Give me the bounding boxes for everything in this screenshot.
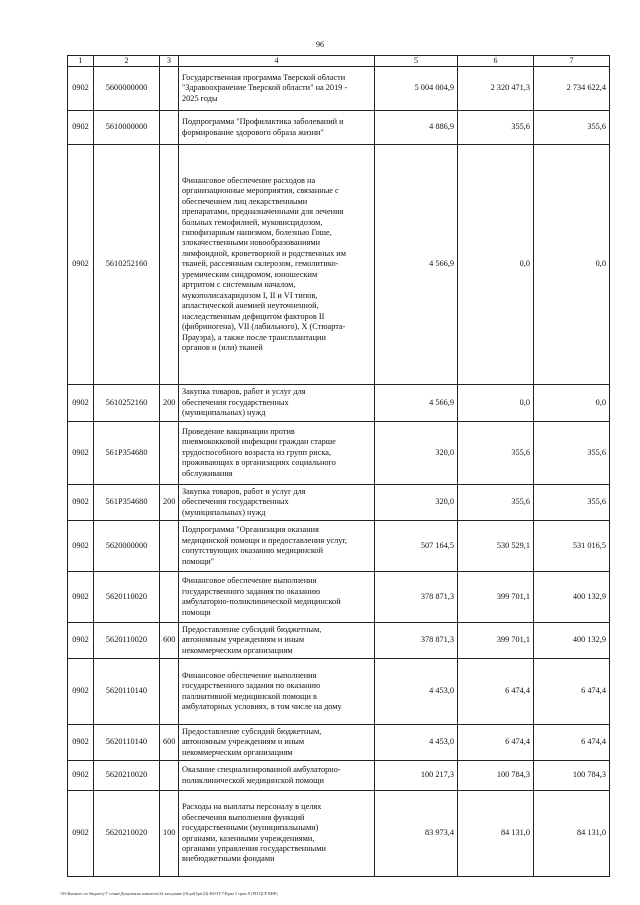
section-code-cell: 0902 <box>68 422 94 485</box>
amount-col5-cell: 83 973,4 <box>375 791 458 877</box>
description-cell: Финансовое обеспечение выполнения государственного задания по оказанию паллиативной медицинской помощи в амбулаторных условиях, в том числе на дому <box>179 659 375 725</box>
expense-type-cell <box>160 145 179 385</box>
amount-col6-cell: 0,0 <box>458 145 534 385</box>
table-row <box>68 422 610 485</box>
amount-col6-cell: 6 474,4 <box>458 659 534 725</box>
amount-col6-cell: 100 784,3 <box>458 761 534 791</box>
target-article-cell: 5620210020 <box>94 761 160 791</box>
expense-type-cell <box>160 521 179 572</box>
amount-col7-cell: 0,0 <box>534 145 610 385</box>
target-article-cell: 5610252160 <box>94 145 160 385</box>
expense-type-cell: 200 <box>160 385 179 422</box>
amount-col5-cell: 4 566,9 <box>375 385 458 422</box>
target-article-cell: 5600000000 <box>94 67 160 111</box>
section-code-cell: 0902 <box>68 725 94 761</box>
budget-table <box>67 55 610 877</box>
amount-col6-cell: 355,6 <box>458 422 534 485</box>
target-article-cell: 5610000000 <box>94 111 160 145</box>
description-cell: Подпрограмма "Организация оказания медицинской помощи и предоставления услуг, сопутствующих оказанию медицинской помощи" <box>179 521 375 572</box>
amount-col5-cell: 100 217,3 <box>375 761 458 791</box>
table-row <box>68 111 610 145</box>
amount-col5-cell: 4 453,0 <box>375 659 458 725</box>
footer-file-path: \\Fs\Комитет по бюджету\7 созыв\Документы комитета\24 заседание (04.pdf)\pr(24) 460-П-7\Прил 5 прил 8 (РП ЦСР ВВР) <box>60 891 278 896</box>
target-article-cell: 5620110020 <box>94 572 160 623</box>
amount-col6-cell: 355,6 <box>458 111 534 145</box>
description-cell: Предоставление субсидий бюджетным, автономным учреждениям и иным некоммерческим организациям <box>179 725 375 761</box>
amount-col7-cell: 355,6 <box>534 111 610 145</box>
target-article-cell: 5620210020 <box>94 791 160 877</box>
description-cell: Подпрограмма "Профилактика заболеваний и формирование здорового образа жизни" <box>179 111 375 145</box>
amount-col5-cell: 507 164,5 <box>375 521 458 572</box>
description-cell: Государственная программа Тверской области "Здравоохранение Тверской области" на 2019 - 2025 годы <box>179 67 375 111</box>
page-number: 96 <box>316 40 324 49</box>
expense-type-cell <box>160 422 179 485</box>
expense-type-cell: 200 <box>160 485 179 521</box>
expense-type-cell: 600 <box>160 623 179 659</box>
header-cell: 6 <box>458 56 534 67</box>
amount-col6-cell: 399 701,1 <box>458 623 534 659</box>
description-cell: Закупка товаров, работ и услуг для обеспечения государственных (муниципальных) нужд <box>179 385 375 422</box>
amount-col7-cell: 100 784,3 <box>534 761 610 791</box>
header-cell: 7 <box>534 56 610 67</box>
amount-col6-cell: 0,0 <box>458 385 534 422</box>
amount-col5-cell: 320,0 <box>375 485 458 521</box>
table-row <box>68 485 610 521</box>
target-article-cell: 561P354680 <box>94 422 160 485</box>
section-code-cell: 0902 <box>68 761 94 791</box>
header-cell: 2 <box>94 56 160 67</box>
expense-type-cell <box>160 761 179 791</box>
target-article-cell: 561P354680 <box>94 485 160 521</box>
table-row <box>68 791 610 877</box>
section-code-cell: 0902 <box>68 485 94 521</box>
table-row <box>68 145 610 385</box>
expense-type-cell: 100 <box>160 791 179 877</box>
header-cell: 4 <box>179 56 375 67</box>
amount-col7-cell: 84 131,0 <box>534 791 610 877</box>
table-row <box>68 761 610 791</box>
description-cell: Финансовое обеспечение выполнения государственного задания по оказанию амбулаторно-поликлинической медицинской помощи <box>179 572 375 623</box>
table-row <box>68 385 610 422</box>
amount-col7-cell: 531 016,5 <box>534 521 610 572</box>
header-cell: 3 <box>160 56 179 67</box>
amount-col6-cell: 2 320 471,3 <box>458 67 534 111</box>
amount-col6-cell: 530 529,1 <box>458 521 534 572</box>
table-row <box>68 67 610 111</box>
amount-col7-cell: 6 474,4 <box>534 725 610 761</box>
table-row <box>68 725 610 761</box>
header-cell: 5 <box>375 56 458 67</box>
amount-col5-cell: 378 871,3 <box>375 572 458 623</box>
amount-col7-cell: 400 132,9 <box>534 623 610 659</box>
section-code-cell: 0902 <box>68 521 94 572</box>
section-code-cell: 0902 <box>68 659 94 725</box>
table-row <box>68 521 610 572</box>
amount-col6-cell: 399 701,1 <box>458 572 534 623</box>
table-row <box>68 623 610 659</box>
target-article-cell: 5620110020 <box>94 623 160 659</box>
description-cell: Расходы на выплаты персоналу в целях обеспечения выполнения функций государственными (муниципальными) органами, казенными учреждениями, органами управления государственными внебюджетными фондами <box>179 791 375 877</box>
amount-col5-cell: 378 871,3 <box>375 623 458 659</box>
amount-col6-cell: 84 131,0 <box>458 791 534 877</box>
description-cell: Проведение вакцинации против пневмококковой инфекции граждан старше трудоспособного возраста из групп риска, проживающих в организациях социального обслуживания <box>179 422 375 485</box>
expense-type-cell <box>160 67 179 111</box>
description-cell: Финансовое обеспечение расходов на организационные мероприятия, связанные с обеспечением лиц лекарственными препаратами, предназначенными для лечения больных гемофилией, муковисцидозом, гипофизарным нанизмом, болезнью Гоше, злокачественными новообразованиями лимфоидной, кроветворной и родственных им тканей, рассеянным склерозом, гемолитико- уремическим синдромом, юношеским артритом с системным началом, мукополисахаридозом I, II и VI типов, апластической анемией неуточненной, наследственным дефицитом факторов II (фибриногена), VII (лабильного), X (Стюарта- Прауэра), а также после трансплантации органов и (или) тканей <box>179 145 375 385</box>
table-row <box>68 659 610 725</box>
section-code-cell: 0902 <box>68 572 94 623</box>
section-code-cell: 0902 <box>68 791 94 877</box>
amount-col6-cell: 6 474,4 <box>458 725 534 761</box>
amount-col5-cell: 4 566,9 <box>375 145 458 385</box>
section-code-cell: 0902 <box>68 145 94 385</box>
amount-col7-cell: 0,0 <box>534 385 610 422</box>
target-article-cell: 5620000000 <box>94 521 160 572</box>
target-article-cell: 5620110140 <box>94 659 160 725</box>
expense-type-cell: 600 <box>160 725 179 761</box>
amount-col7-cell: 2 734 622,4 <box>534 67 610 111</box>
section-code-cell: 0902 <box>68 67 94 111</box>
header-cell: 1 <box>68 56 94 67</box>
table-row <box>68 572 610 623</box>
amount-col5-cell: 4 453,0 <box>375 725 458 761</box>
expense-type-cell <box>160 659 179 725</box>
amount-col7-cell: 355,6 <box>534 485 610 521</box>
table-header-row <box>68 56 610 67</box>
amount-col7-cell: 400 132,9 <box>534 572 610 623</box>
amount-col7-cell: 355,6 <box>534 422 610 485</box>
expense-type-cell <box>160 111 179 145</box>
amount-col6-cell: 355,6 <box>458 485 534 521</box>
amount-col5-cell: 4 886,9 <box>375 111 458 145</box>
target-article-cell: 5610252160 <box>94 385 160 422</box>
section-code-cell: 0902 <box>68 385 94 422</box>
target-article-cell: 5620110140 <box>94 725 160 761</box>
expense-type-cell <box>160 572 179 623</box>
section-code-cell: 0902 <box>68 623 94 659</box>
description-cell: Оказание специализированной амбулаторно- поликлинической медицинской помощи <box>179 761 375 791</box>
amount-col5-cell: 5 004 004,9 <box>375 67 458 111</box>
description-cell: Закупка товаров, работ и услуг для обеспечения государственных (муниципальных) нужд <box>179 485 375 521</box>
section-code-cell: 0902 <box>68 111 94 145</box>
description-cell: Предоставление субсидий бюджетным, автономным учреждениям и иным некоммерческим организациям <box>179 623 375 659</box>
amount-col5-cell: 320,0 <box>375 422 458 485</box>
amount-col7-cell: 6 474,4 <box>534 659 610 725</box>
